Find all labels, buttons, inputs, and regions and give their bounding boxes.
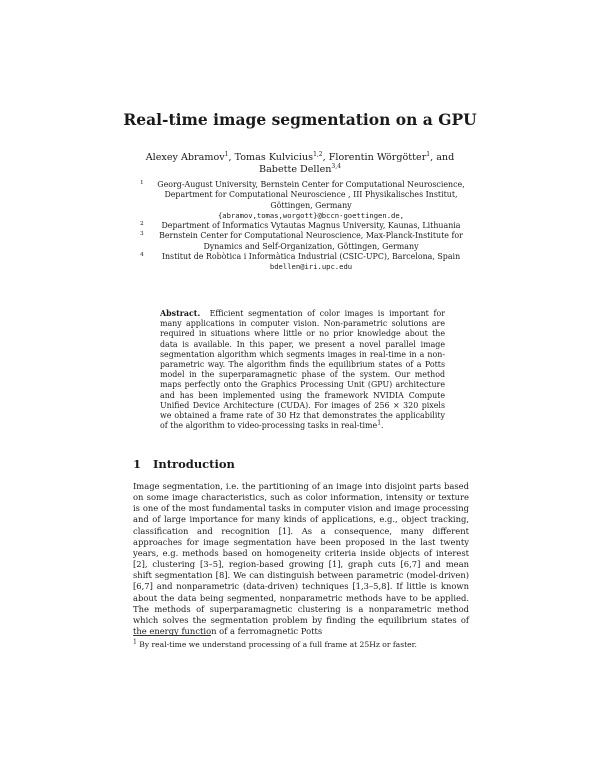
abstract: Abstract. Efficient segmentation of color images is important for many applications in computer vision. Non-parametric solutions are required in situations where little or no prior knowledge about the data is available. In this paper, we present a novel parallel image segmentation algorithm which segments images in real-time in a non-parametric way. The algorithm finds the equilibrium states of a Potts model in the superparamagnetic phase of the system. Our method maps perfectly onto the Graphics Processing Unit (GPU) architecture and has been implemented using the framework NVIDIA Compute Unified Device Architecture (CUDA). For images of 256 × 320 pixels we obtained a frame rate of 30 Hz that demonstrates the applicability of the algorithm to video-processing tasks in real-time$^1$. [160, 309, 445, 431]
footnote-mark: 1 [377, 419, 382, 427]
affiliation-number: 3 [140, 231, 144, 238]
author: Tomas Kulvicius$^{1,2}$, [234, 150, 329, 163]
affiliation: 1 Georg-August University, Bernstein Center for Computational Neuroscience, Department for Computational Neuroscience , III Physikalisches Institut, Göttingen, Germany {abramov,tomas,worgott}@bccn-goettingen.de, [140, 180, 470, 221]
section-number: 1 [133, 457, 142, 471]
section-heading [133, 457, 235, 471]
affiliation-number: 1 [140, 180, 144, 186]
affiliation-email: {abramov,tomas,worgott}@bccn-goettingen.de, [217, 210, 405, 220]
introduction-paragraph: Image segmentation, i.e. the partitioning of an image into disjoint parts based on some image characteristics, such as color information, intensity or texture is one of the most fundamental tasks in computer vision and image processing and of large importance for many kinds of applications, e.g., object tracking, classification and recognition [1]. As a consequence, many different approaches for image segmentation have been proposed in the last twenty years, e.g. methods based on homogeneity criteria inside objects of interest [2], clustering [3–5], region-based growing [1], graph cuts [6,7] and mean shift segmentation [8]. We can distinguish between parametric (model-driven) [6,7] and nonparametric (data-driven) techniques [1,3–5,8]. If little is known about the data being segmented, nonparametric methods have to be applied. The methods of superparamagnetic clustering is a nonparametric method which solves the segmentation problem by finding the equilibrium states of the energy function of a ferromagnetic Potts [133, 481, 469, 637]
affiliation-number: 2 [140, 221, 144, 228]
affiliation-number: 4 [140, 252, 144, 259]
affiliation-list [140, 180, 470, 273]
author: Florentin Wörgötter$^1$, and [328, 150, 455, 163]
affiliation-email: bdellen@iri.upc.edu [269, 262, 353, 272]
affiliation: 3 Bernstein Center for Computational Neuroscience, Max-Planck-Institute for Dynamics and Self-Organization, Göttingen, Germany [140, 231, 463, 251]
affiliation: 2 Department of Informatics Vytautas Magnus University, Kaunas, Lithuania [140, 221, 461, 231]
paper-title: Real-time image segmentation on a GPU [123, 110, 477, 129]
footnote: $^1$ By real-time we understand processing of a full frame at 25Hz or faster. [133, 638, 417, 649]
footnote-divider [133, 635, 211, 636]
author-list [130, 152, 470, 176]
affiliation: 4 Institut de Robòtica i Informàtica Industrial (CSIC-UPC), Barcelona, Spain bdellen@iri.upc.edu [140, 252, 470, 273]
footnote-mark: 1 [133, 638, 137, 646]
section-title: Introduction [153, 457, 235, 471]
author: Alexey Abramov$^1$, [145, 150, 235, 163]
author: Babette Dellen$^{3,4}$ [259, 162, 341, 175]
abstract-label: Abstract. [160, 309, 201, 318]
